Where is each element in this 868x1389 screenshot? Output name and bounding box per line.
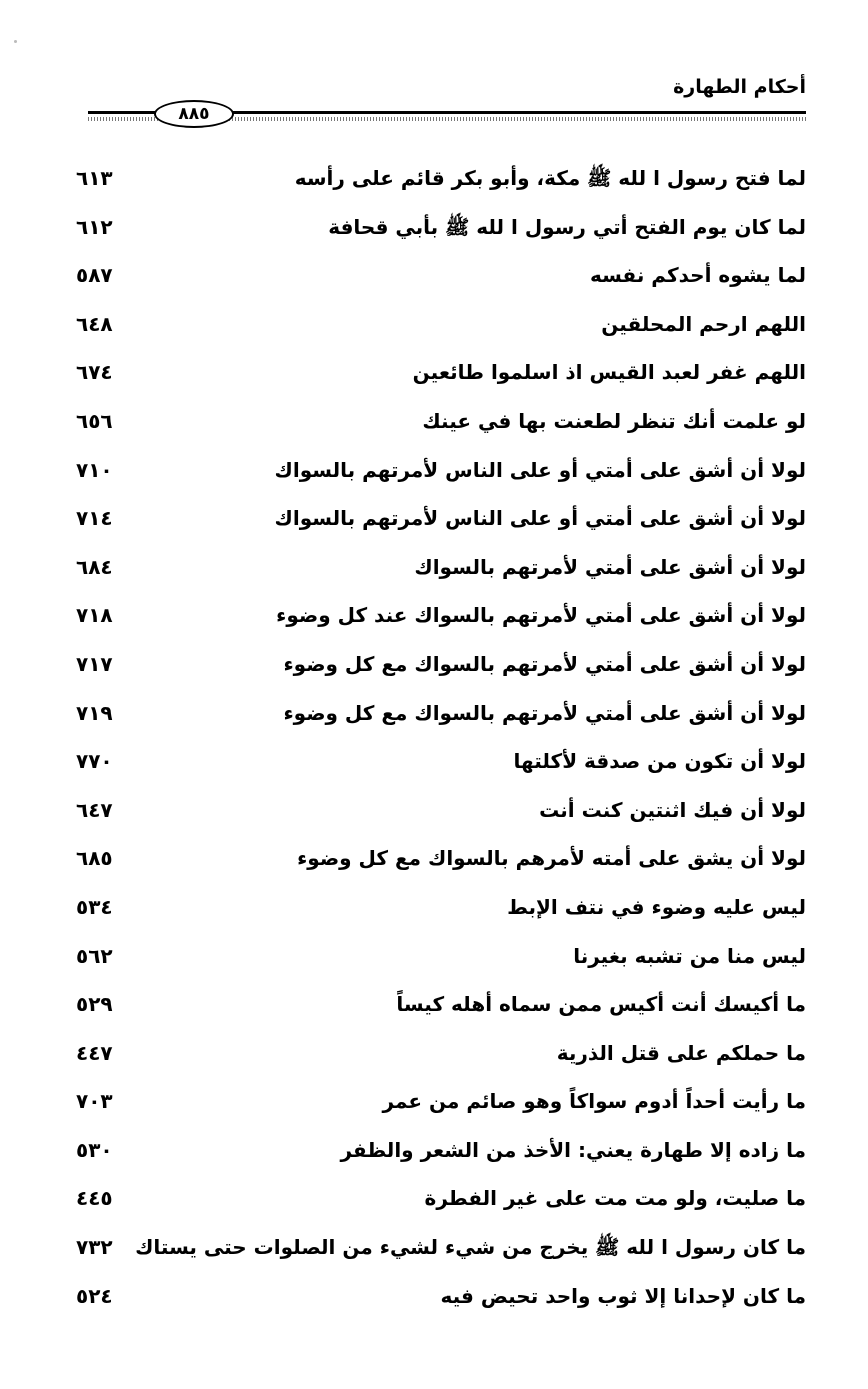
entry-page-number: ٧١٩: [76, 700, 113, 725]
index-entry: [76, 885, 806, 934]
index-entry: [76, 691, 806, 740]
entry-text: ما زاده إلا طهارة يعني: الأخذ من الشعر والظفر: [340, 1137, 806, 1162]
entry-page-number: ٦٨٥: [76, 846, 113, 871]
entry-text: لما يشوه أحدكم نفسه: [589, 263, 806, 288]
index-entry: [76, 302, 806, 351]
entry-page-number: ٧١٤: [76, 506, 113, 531]
index-entry: [76, 1274, 806, 1323]
index-entry: [76, 593, 806, 642]
entry-text: ما كان رسول ا لله ﷺ يخرج من شيء لشيء من الصلوات حتى يستاك: [135, 1235, 806, 1260]
entry-text: لولا أن يشق على أمته لأمرهم بالسواك مع كل وضوء: [297, 846, 806, 871]
index-entry: [76, 545, 806, 594]
entry-page-number: ٦٨٤: [76, 554, 113, 579]
entry-page-number: ٧١٧: [76, 651, 113, 676]
entry-text: لما كان يوم الفتح أتي رسول ا لله ﷺ بأبي قحافة: [328, 214, 806, 239]
index-entry: [76, 982, 806, 1031]
entry-text: لو علمت أنك تنظر لطعنت بها في عينك: [422, 408, 806, 433]
entry-text: ما صليت، ولو مت مت على غير الفطرة: [424, 1186, 806, 1211]
entry-page-number: ٧٣٢: [76, 1235, 113, 1260]
entry-page-number: ٤٤٥: [76, 1186, 113, 1211]
index-entry: [76, 1225, 806, 1274]
entry-page-number: ٥٣٤: [76, 894, 113, 919]
index-entry: [76, 788, 806, 837]
hadith-index-list: [76, 156, 806, 1322]
entry-text: ليس منا من تشبه بغيرنا: [573, 943, 806, 968]
index-entry: [76, 156, 806, 205]
index-entry: [76, 1031, 806, 1080]
index-entry: [76, 642, 806, 691]
entry-page-number: ٤٤٧: [76, 1040, 113, 1065]
entry-page-number: ٥٨٧: [76, 263, 113, 288]
index-entry: [76, 739, 806, 788]
entry-page-number: ٥٢٤: [76, 1283, 113, 1308]
index-entry: [76, 205, 806, 254]
entry-page-number: ٦١٣: [76, 166, 113, 190]
entry-page-number: ٧٧٠: [76, 749, 113, 774]
entry-text: ما حملكم على قتل الذرية: [556, 1040, 806, 1065]
entry-text: لولا أن أشق على أمتي لأمرتهم بالسواك: [414, 554, 806, 579]
scan-speck: [14, 40, 17, 43]
index-entry: [76, 1176, 806, 1225]
book-title: أحكام الطهارة: [673, 76, 806, 98]
entry-text: ليس عليه وضوء في نتف الإبط: [507, 894, 806, 919]
entry-text: لولا أن أشق على أمتي لأمرتهم بالسواك مع كل وضوء: [283, 700, 806, 725]
entry-text: لما فتح رسول ا لله ﷺ مكة، وأبو بكر قائم على رأسه: [294, 166, 806, 190]
entry-page-number: ٦٤٧: [76, 797, 113, 822]
entry-text: لولا أن أشق على أمتي لأمرتهم بالسواك مع كل وضوء: [283, 651, 806, 676]
index-entry: [76, 448, 806, 497]
entry-text: لولا أن تكون من صدقة لأكلتها: [513, 749, 806, 774]
index-entry: [76, 399, 806, 448]
entry-page-number: ٦٧٤: [76, 360, 113, 385]
index-entry: [76, 934, 806, 983]
page-header: [88, 72, 806, 134]
page-number-oval: ٨٨٥: [154, 100, 234, 128]
entry-text: ما كان لإحدانا إلا ثوب واحد تحيض فيه: [440, 1283, 806, 1308]
entry-text: لولا أن فيك اثنتين كنت أنت: [539, 797, 806, 822]
entry-page-number: ٥٦٢: [76, 943, 113, 968]
index-entry: [76, 253, 806, 302]
entry-text: لولا أن أشق على أمتي أو على الناس لأمرتهم بالسواك: [274, 457, 806, 482]
entry-page-number: ٦١٢: [76, 214, 113, 239]
entry-text: اللهم غفر لعبد القيس اذ اسلموا طائعين: [412, 360, 806, 385]
entry-text: اللهم ارحم المحلقين: [601, 311, 806, 336]
entry-page-number: ٧١٨: [76, 603, 113, 628]
entry-page-number: ٥٢٩: [76, 992, 113, 1017]
entry-page-number: ٦٥٦: [76, 408, 113, 433]
entry-text: لولا أن أشق على أمتي لأمرتهم بالسواك عند كل وضوء: [276, 603, 806, 628]
entry-page-number: ٧٠٣: [76, 1089, 113, 1114]
index-entry: [76, 1128, 806, 1177]
index-entry: [76, 836, 806, 885]
entry-page-number: ٥٣٠: [76, 1137, 113, 1162]
entry-page-number: ٧١٠: [76, 457, 113, 482]
entry-text: ما أكيسك أنت أكيس ممن سماه أهله كيساً: [396, 992, 806, 1017]
index-entry: [76, 350, 806, 399]
entry-page-number: ٦٤٨: [76, 311, 113, 336]
index-entry: [76, 496, 806, 545]
index-entry: [76, 1079, 806, 1128]
entry-text: ما رأيت أحداً أدوم سواكاً وهو صائم من عمر: [382, 1089, 806, 1114]
entry-text: لولا أن أشق على أمتي أو على الناس لأمرتهم بالسواك: [274, 506, 806, 531]
